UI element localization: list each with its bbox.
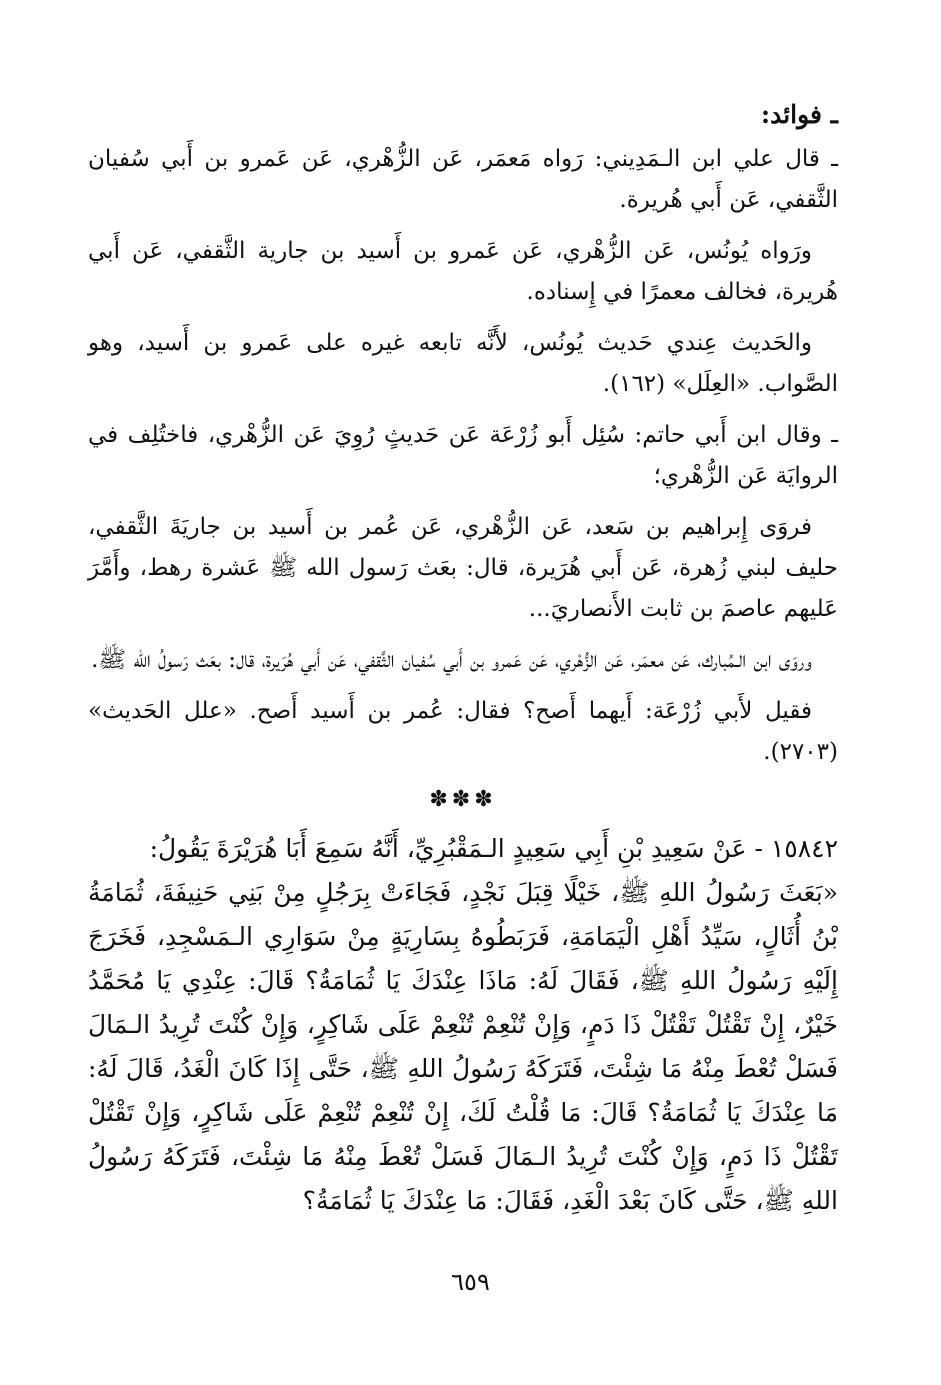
benefit-paragraph-5: فروَى إِبراهيم بن سَعد، عَن الزُّهْري، عَن عُمر بن أَسيد بن جاريَةَ الثَّقفي، حليف لبني زُهرة، عَن أَبي هُرَيرة، قال: بعَث رَسول الله ﷺ عَشرة رهط، وأَمَّرَ عَليهم عاصمَ بن ثابت الأَنصاريَ...: [88, 514, 838, 622]
hadith-body: «بَعَثَ رَسُولُ اللهِ ﷺ، خَيْلًا قِبَلَ نَجْدٍ، فَجَاءَتْ بِرَجُلٍ مِنْ بَنِي حَنِيفَةَ، ثُمَامَةُ بْنُ أُثَالٍ، سَيِّدُ أَهْلِ الْيَمَامَةِ، فَرَبَطُوهُ بِسَارِيَةٍ مِنْ سَوَارِي الـمَسْجِدِ، فَخَرَجَ إِلَيْهِ رَسُولُ اللهِ ﷺ، فَقَالَ لَهُ: مَاذَا عِنْدَكَ يَا ثُمَامَةُ؟ قَالَ: عِنْدِي يَا مُحَمَّدُ خَيْرٌ، إِنْ تَقْتُلْ تَقْتُلْ ذَا دَمٍ، وَإِنْ تُنْعِمْ تُنْعِمْ عَلَى شَاكِرٍ، وَإِنْ كُنْتَ تُرِيدُ الـمَالَ فَسَلْ تُعْطَ مِنْهُ مَا شِئْتَ، فَتَرَكَهُ رَسُولُ اللهِ ﷺ، حَتَّى إِذَا كَانَ الْغَدُ، قَالَ لَهُ: مَا عِنْدَكَ يَا ثُمَامَةُ؟ قَالَ: مَا قُلْتُ لَكَ، إِنْ تُنْعِمْ تُنْعِمْ عَلَى شَاكِرٍ، وَإِنْ تَقْتُلْ تَقْتُلْ ذَا دَمٍ، وَإِنْ كُنْتَ تُرِيدُ الـمَالَ فَسَلْ تُعْطَ مِنْهُ مَا شِئْتَ، فَتَرَكَهُ رَسُولُ اللهِ ﷺ، حَتَّى كَانَ بَعْدَ الْغَدِ، فَقَالَ: مَا عِنْدَكَ يَا ثُمَامَةُ؟: [88, 878, 838, 1215]
hadith-title: ١٥٨٤٢ - عَنْ سَعِيدِ بْنِ أَبِي سَعِيدٍ الـمَقْبُرِيِّ، أَنَّهُ سَمِعَ أَبَا هُرَيْرَةَ يَقُولُ:: [149, 834, 838, 863]
benefit-paragraph-7: فقيل لأَبي زُرْعَة: أَيهما أَصح؟ فقال: عُمر بن أَسيد أَصح. «علل الحَديث» (٢٧٠٣).: [88, 698, 838, 765]
benefit-paragraph-6: وروَى ابن الـمُبارك، عَن معمَر، عَن الزُّهْري، عَن عَمرو بن أَبي سُفيان الثَّقفي، عَن أَبي هُرَيرة، قال: بعَث رَسولُ الله ﷺ.: [91, 647, 812, 673]
benefit-paragraph-3: والحَديث عِندي حَديث يُونُس، لأَنَّه تابعه غيره على عَمرو بن أَسيد، وهو الصَّواب. «العِلَل» (١٦٢).: [88, 330, 838, 397]
book-page: [88, 95, 838, 1223]
benefit-paragraph-2: ورَواه يُونُس، عَن الزُّهْري، عَن عَمرو بن أَسيد بن جارية الثَّقفي، عَن أَبي هُريرة، فخالف معمرًا في إِسناده.: [88, 238, 838, 305]
page-number: ٦٥٩: [451, 1268, 490, 1296]
benefit-paragraph-4: ـ وقال ابن أَبي حاتم: سُئِل أَبو زُرْعَة عَن حَديثٍ رُوِيَ عَن الزُّهْري، فاختُلِف في الروايَة عَن الزُّهْري؛: [88, 422, 838, 489]
benefit-paragraph-1: ـ قال علي ابن الـمَدِيني: رَواه مَعمَر، عَن الزُّهْري، عَن عَمرو بن أَبي سُفيان الثَّقفي، عَن أَبي هُريرة.: [88, 146, 838, 213]
section-separator: ✽✽✽: [429, 787, 497, 812]
section-heading: ـ فوائد:: [760, 100, 838, 129]
